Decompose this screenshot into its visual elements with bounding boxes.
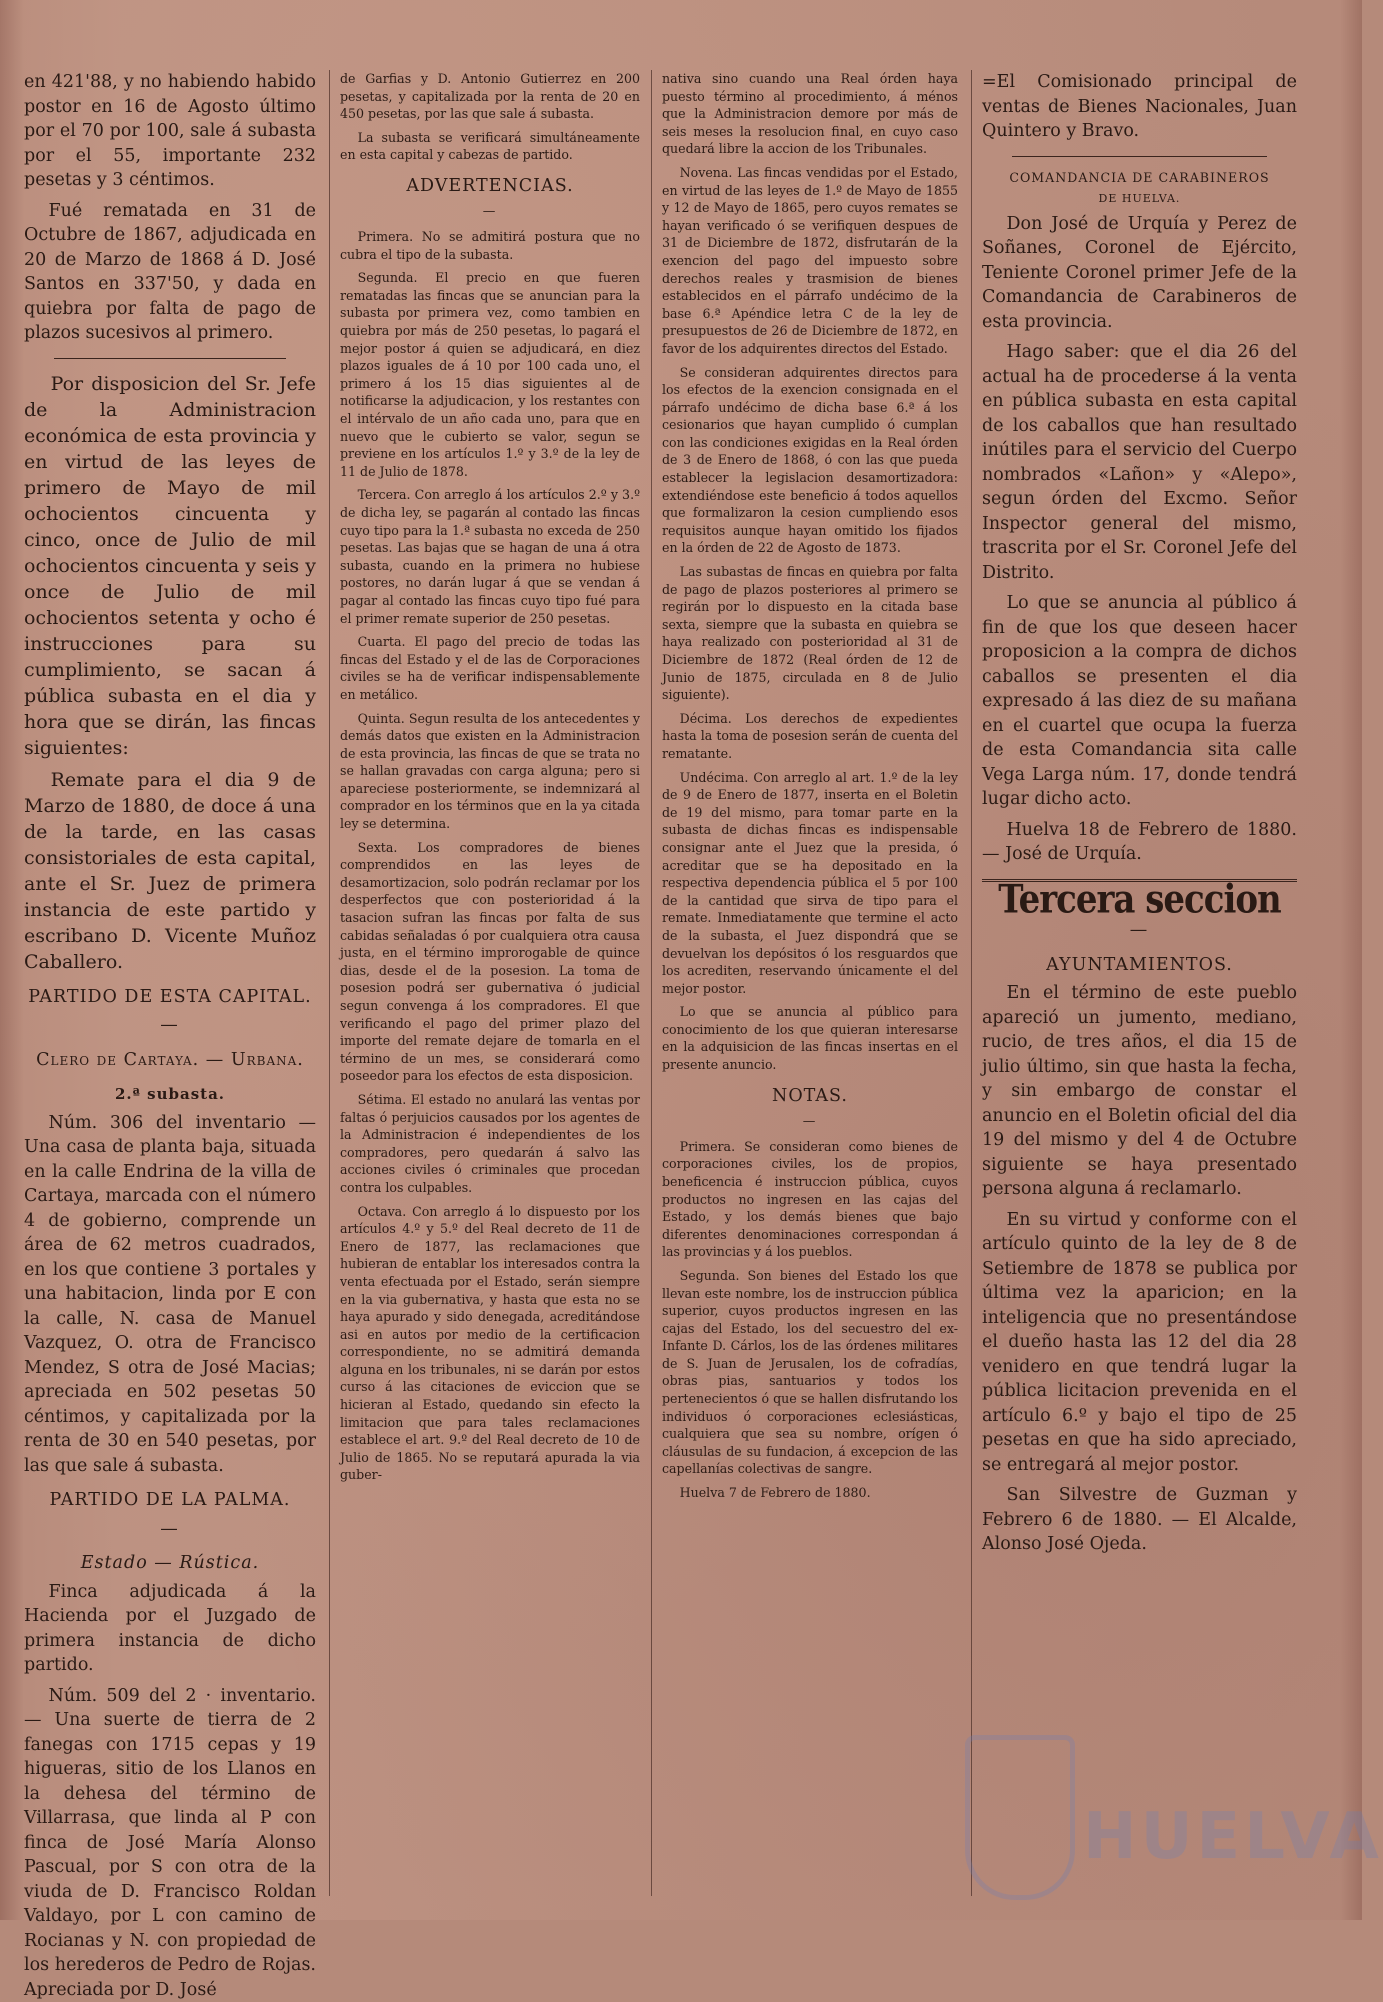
subasta-label: 2.ª subasta. bbox=[24, 1082, 316, 1107]
column-rule bbox=[329, 70, 330, 1896]
dash: — bbox=[24, 1013, 316, 1038]
watermark-main: HUELVA bbox=[1083, 1805, 1383, 1869]
paragraph: Quinta. Segun resulta de los antecedentes y demás datos que existen en la Administracion de esta provincia, las fincas de que se trata no se hallan gravadas con carga alguna; pero si apareciese posteriormente, se indemnizará al comprador en los términos que en la ya citada ley se determina. bbox=[340, 710, 640, 833]
dash: — bbox=[982, 918, 1297, 943]
paragraph: en 421'88, y no habiendo habido postor en 16 de Agosto último por el 70 por 100, sale á subasta por el 55, importante 232 pesetas y 3 céntimos. bbox=[24, 70, 316, 193]
section-heading: COMANDANCIA DE CARABINEROS bbox=[982, 169, 1297, 187]
paragraph: Novena. Las fincas vendidas por el Estado, en virtud de las leyes de 1.º de Mayo de 1855 y 12 de Mayo de 1865, pero cuyos remates se hayan verificado ó se verifiquen despues de 31 de Diciembre de 1872, disfrutarán de la exencion del pago del impuesto sobre derechos reales y trasmision de bienes establecidos en el párrafo undécimo de la base 6.ª Apéndice letra C de la ley de presupuestos de 26 de Diciembre de 1872, en favor de los adquirentes directos del Estado. bbox=[662, 164, 958, 358]
paragraph: Remate para el dia 9 de Marzo de 1880, de doce á una de la tarde, en las casas consistoriales de esta capital, ante el Sr. Juez de primera instancia de este partido y escribano D. Vicente Muñoz Caballero. bbox=[24, 767, 316, 975]
paragraph: La subasta se verificará simultáneamente en esta capital y cabezas de partido. bbox=[340, 129, 640, 164]
dash: — bbox=[662, 1112, 958, 1130]
dash: — bbox=[340, 202, 640, 220]
paragraph: Lo que se anuncia al público para conocimiento de los que quieran interesarse en la adquisicion de las fincas insertas en el presente anuncio. bbox=[662, 1003, 958, 1073]
paragraph: Cuarta. El pago del precio de todas las fincas del Estado y el de las de Corporaciones civiles se ha de verificar indispensablemente en metálico. bbox=[340, 633, 640, 703]
column-3 bbox=[662, 70, 958, 1896]
divider bbox=[54, 358, 286, 359]
section-heading: AYUNTAMIENTOS. bbox=[982, 953, 1297, 978]
paragraph: Huelva 18 de Febrero de 1880. — José de Urquía. bbox=[982, 818, 1297, 867]
paragraph: Lo que se anuncia al público á fin de que los que deseen hacer proposicion a la compra de dichos caballos se presenten el dia expresado á las diez de su mañana en el cuartel que ocupa la fuerza de esta Comandancia sita calle Vega Larga núm. 17, donde tendrá lugar dicho acto. bbox=[982, 591, 1297, 812]
paragraph: Núm. 306 del inventario — Una casa de planta baja, situada en la calle Endrina de la villa de Cartaya, marcada con el número 4 de gobierno, comprende un área de 62 metros cuadrados, en los que contiene 3 portales y una habitacion, linda por E con la calle, N. casa de Manuel Vazquez, O. otra de Francisco Mendez, S otra de José Macias; apreciada en 502 pesetas 50 céntimos, y capitalizada por la renta de 30 en 540 pesetas, por las que sale á subasta. bbox=[24, 1111, 316, 1479]
paragraph: Undécima. Con arreglo al art. 1.º de la ley de 9 de Enero de 1877, inserta en el Boletin de 19 del mismo, para tomar parte en la subasta de dichas fincas es indispensable consignar ante el Juez que la presida, ó acreditar que se ha depositado en la respectiva dependencia pública el 5 por 100 de la cantidad que sirva de tipo para el remate. Inmediatamente que termine el acto de la subasta, el Juez dispondrá que se devuelvan los depósitos ó los resguardos que los acrediten, reservando únicamente el del mejor postor. bbox=[662, 769, 958, 998]
signature-line: Huelva 7 de Febrero de 1880. bbox=[662, 1484, 958, 1502]
paragraph: Sétima. El estado no anulará las ventas por faltas ó perjuicios causados por los agentes de la Administracion é independientes de los compradores, pero quedarán á salvo las acciones civiles ó criminales que procedan contra los culpables. bbox=[340, 1091, 640, 1197]
paragraph: Octava. Con arreglo á lo dispuesto por los artículos 4.º y 5.º del Real decreto de 11 de Enero de 1877, las reclamaciones que hubieran de entablar los interesados contra la venta efectuada por el Estado, serán siempre en la via gubernativa, y hasta que esta no se haya apurado y sido denegada, acreditándose asi en autos por medio de la certificacion correspondiente, no se admitirá demanda alguna en los tribunales, ni se darán por estos curso á las citaciones de eviccion que se hicieran al Estado, quedando sin efecto la limitacion que para tales reclamaciones establece el art. 9.º del Real decreto de 10 de Julio de 1865. No se reputará apurada la via guber- bbox=[340, 1203, 640, 1485]
divider bbox=[1012, 156, 1267, 157]
paragraph: Por disposicion del Sr. Jefe de la Administracion económica de esta provincia y en virtud de las leyes de primero de Mayo de mil ochocientos cincuenta y cinco, once de Julio de mil ochocientos cincuenta y seis y once de Julio de mil ochocientos setenta y ocho é instrucciones para su cumplimiento, se sacan á pública subasta en el dia y hora que se dirán, las fincas siguientes: bbox=[24, 371, 316, 761]
paragraph: Fué rematada en 31 de Octubre de 1867, adjudicada en 20 de Marzo de 1868 á D. José Santos en 337'50, y dada en quiebra por falta de pago de plazos sucesivos al primero. bbox=[24, 199, 316, 346]
column-1 bbox=[24, 70, 316, 1896]
paragraph: nativa sino cuando una Real órden haya puesto término al procedimiento, á ménos que la Administracion demore por más de seis meses la resolucion final, en cuyo caso quedará libre la accion de los Tribunales. bbox=[662, 70, 958, 158]
column-rule bbox=[651, 70, 652, 1896]
paragraph: En el término de este pueblo apareció un jumento, mediano, rucio, de tres años, el dia 15 de julio último, sin que hasta la fecha, y sin embargo de constar el anuncio en el Boletin oficial del dia 19 del mismo y del 4 de Octubre siguiente se haya presentado persona alguna á reclamarlo. bbox=[982, 981, 1297, 1202]
paragraph: Las subastas de fincas en quiebra por falta de pago de plazos posteriores al primero se regirán por lo dispuesto en la citada base sexta, siempre que la subasta en quiebra se haya realizado con posterioridad al 31 de Diciembre de 1872 (Real órden de 12 de Junio de 1875, circulada en 8 de Julio siguiente). bbox=[662, 563, 958, 704]
section-subheading: Clero de Cartaya. — Urbana. bbox=[24, 1048, 316, 1073]
paragraph: Finca adjudicada á la Hacienda por el Juzgado de primera instancia de dicho partido. bbox=[24, 1580, 316, 1678]
paragraph: Don José de Urquía y Perez de Soñanes, Coronel de Ejército, Teniente Coronel primer Jefe de la Comandancia de Carabineros de esta provincia. bbox=[982, 212, 1297, 335]
column-rule bbox=[971, 70, 972, 1896]
paragraph: Núm. 509 del 2 · inventario. — Una suerte de tierra de 2 fanegas con 1715 cepas y 19 higueras, sitio de los Llanos en la dehesa del término de Villarrasa, que linda al P con finca de José María Alonso Pascual, por S con otra de la viuda de D. Francisco Roldan Valdayo, por L con camino de Rocianas y N. con propiedad de los herederos de Pedro de Rojas. Apreciada por D. José bbox=[24, 1684, 316, 2002]
paragraph: Sexta. Los compradores de bienes comprendidos en las leyes de desamortizacion, solo podrán reclamar por los desperfectos que con posterioridad á la tasacion sufran las fincas por falta de sus cabidas señaladas ó por cualquiera otra causa justa, en el término improrogable de quince dias, desde el de la posesion. La toma de posesion podrá ser gubernativa ó judicial segun convenga á los compradores. El que verificando el pago del primer plazo del importe del remate dejare de tomarla en el término de un mes, se considerará como poseedor para los efectos de esta disposicion. bbox=[340, 839, 640, 1085]
section-heading: DE HUELVA. bbox=[982, 190, 1297, 208]
dash: — bbox=[24, 1517, 316, 1542]
section-heading: ADVERTENCIAS. bbox=[340, 174, 640, 199]
column-4 bbox=[982, 70, 1297, 1896]
section-title: Tercera seccion bbox=[982, 886, 1297, 914]
paragraph: Primera. Se consideran como bienes de corporaciones civiles, los de propios, beneficencia é instruccion pública, cuyos productos no ingresen en las cajas del Estado, y los demás bienes que bajo diferentes denominaciones correspondan á las provincias y á los pueblos. bbox=[662, 1138, 958, 1261]
section-heading: PARTIDO DE ESTA CAPITAL. bbox=[24, 985, 316, 1010]
paragraph: =El Comisionado principal de ventas de Bienes Nacionales, Juan Quintero y Bravo. bbox=[982, 70, 1297, 144]
column-2 bbox=[340, 70, 640, 1896]
section-heading: NOTAS. bbox=[662, 1084, 958, 1109]
section-subheading: Estado — Rústica. bbox=[24, 1551, 316, 1576]
paragraph: San Silvestre de Guzman y Febrero 6 de 1880. — El Alcalde, Alonso José Ojeda. bbox=[982, 1483, 1297, 1557]
paragraph: Segunda. Son bienes del Estado los que llevan este nombre, los de instruccion pública superior, cuyos productos ingresen en las cajas del Estado, los del secuestro del ex-Infante D. Cárlos, los de las órdenes militares de S. Juan de Jerusalen, los de cofradías, obras pias, santuarios y todos los pertenecientos ó que se hallen disfrutando los individuos ó corporaciones eclesiásticas, cualquiera que sea su nombre, orígen ó cláusulas de su fundacion, á excepcion de las capellanías colectivas de sangre. bbox=[662, 1267, 958, 1478]
paragraph: En su virtud y conforme con el artículo quinto de la ley de 8 de Setiembre de 1878 se publica por última vez la aparicion; en la inteligencia que no presentándose el dueño hasta las 12 del dia 28 venidero en que tendrá lugar la pública licitacion prevenida en el artículo 6.º y bajo el tipo de 25 pesetas en que ha sido apreciado, se entregará al mejor postor. bbox=[982, 1208, 1297, 1478]
paragraph: Hago saber: que el dia 26 del actual ha de procederse á la venta en pública subasta en esta capital de los caballos que han resultado inútiles para el servicio del Cuerpo nombrados «Lañon» y «Alepo», segun órden del Excmo. Señor Inspector general del mismo, trascrita por el Sr. Coronel Jefe del Distrito. bbox=[982, 340, 1297, 585]
paragraph: Primera. No se admitirá postura que no cubra el tipo de la subasta. bbox=[340, 228, 640, 263]
paragraph: Segunda. El precio en que fueren rematadas las fincas que se anuncian para la subasta por primera vez, como tambien en quiebra por más de 250 pesetas, lo pagará el mejor postor á quien se adjudicará, en diez plazos iguales de á 10 por 100 cada uno, el primero á los 15 dias siguientes al de notificarse la adjudicacion, y los restantes con el intérvalo de un año cada uno, para que en nuevo que le cubierto se valor, segun se previene en los artículos 1.º y 3.º de la ley de 11 de Julio de 1878. bbox=[340, 269, 640, 480]
paragraph: Décima. Los derechos de expedientes hasta la toma de posesion serán de cuenta del rematante. bbox=[662, 710, 958, 763]
paragraph: Se consideran adquirentes directos para los efectos de la exencion consignada en el párrafo undécimo de dicha base 6.ª á los cesionarios que hayan cumplido ó cumplan con las condiciones exigidas en la Real órden de 3 de Enero de 1868, ó con las que pueda establecer la legislacion desamortizadora: extendiéndose este beneficio á todos aquellos que formalizaron la cesion cumpliendo esos requisitos aunque hayan omitido los fijados en la órden de 22 de Agosto de 1873. bbox=[662, 364, 958, 558]
paragraph: Tercera. Con arreglo á los artículos 2.º y 3.º de dicha ley, se pagarán al contado las fincas cuyo tipo para la 1.ª subasta no exceda de 250 pesetas. Las bajas que se hagan de una á otra subasta, cuando en la primera no hubiese postores, no darán lugar á que se vendan á pagar al contado las fincas cuyo tipo fué para el primer remate superior de 250 pesetas. bbox=[340, 486, 640, 627]
paragraph: de Garfias y D. Antonio Gutierrez en 200 pesetas, y capitalizada por la renta de 20 en 450 pesetas, por las que sale á subasta. bbox=[340, 70, 640, 123]
section-heading: PARTIDO DE LA PALMA. bbox=[24, 1488, 316, 1513]
